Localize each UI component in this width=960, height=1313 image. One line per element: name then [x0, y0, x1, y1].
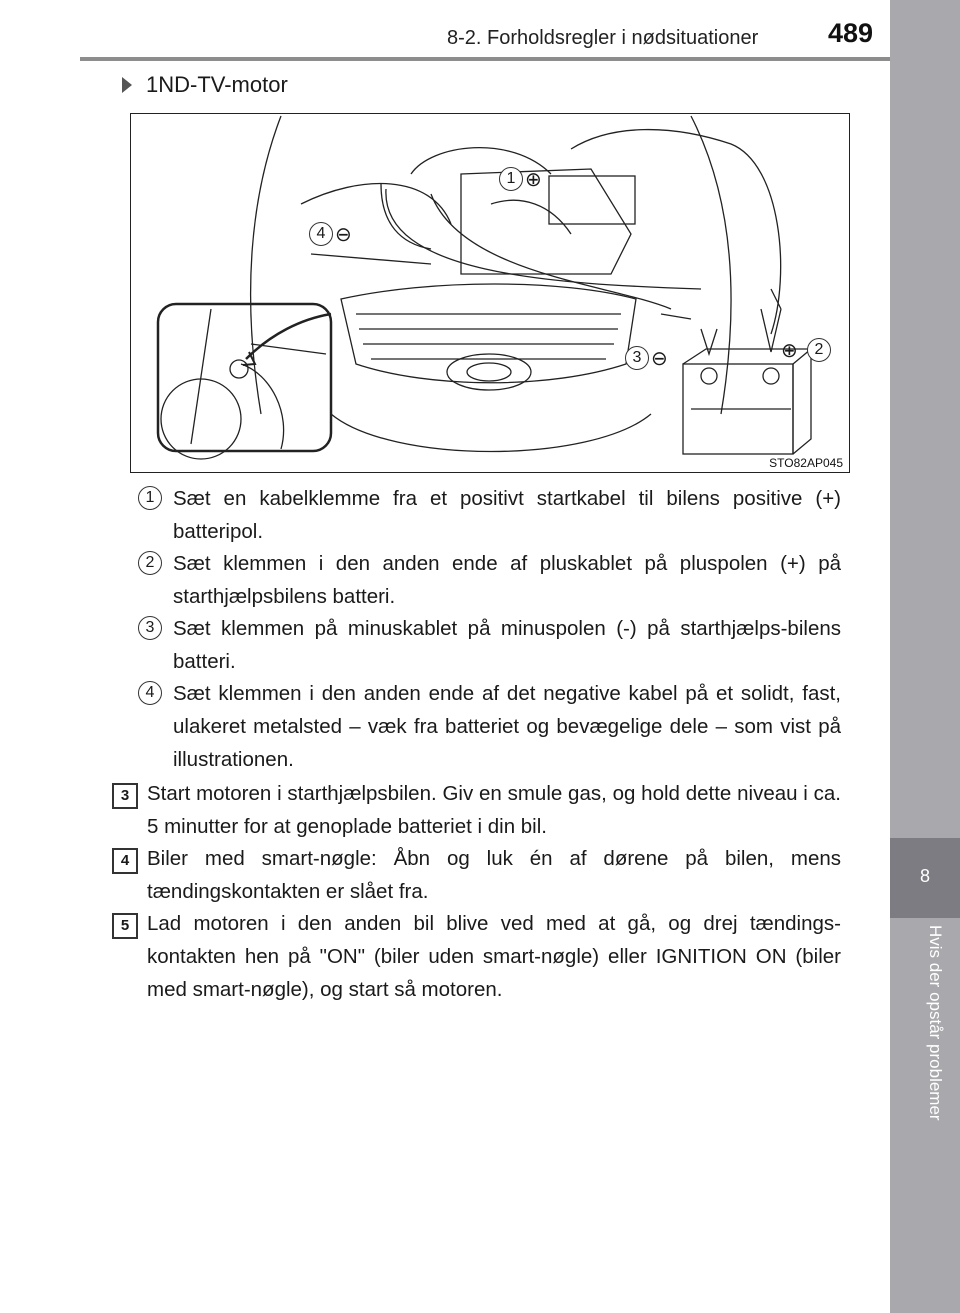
chapter-title: Hvis der opstår problemer: [926, 925, 945, 1121]
step-5-number: 5: [112, 913, 138, 939]
sub-step-3-text: Sæt klemmen på minuskablet på minuspolen (-) på starthjælps-bilens batteri.: [173, 617, 841, 673]
jump-start-illustration: [130, 113, 850, 473]
chapter-number: 8: [919, 866, 930, 886]
sub-step-4-number: 4: [138, 681, 162, 705]
sub-step-1-number: 1: [138, 486, 162, 510]
step-3-text: Start motoren i starthjælpsbilen. Giv en smule gas, og hold dette niveau i ca. 5 minutter for at genoplade batteriet i din bil.: [147, 782, 841, 838]
callout-2-sign: ⊕: [781, 340, 798, 362]
page-number: 489: [828, 18, 874, 48]
sub-step-2-text: Sæt klemmen i den anden ende af pluskablet på pluspolen (+) på starthjælpsbilens batteri.: [173, 552, 841, 608]
section-title: 8-2. Forholdsregler i nødsituationer: [447, 27, 759, 49]
callout-4: 4: [309, 222, 333, 246]
callout-3-sign: ⊖: [651, 348, 668, 370]
sub-step-3-number: 3: [138, 616, 162, 640]
step-4-text: Biler med smart-nøgle: Åbn og luk én af dørene på bilen, mens tændingskontakten er slået fra.: [147, 847, 841, 903]
callout-4-sign: ⊖: [335, 224, 352, 246]
callout-3: 3: [625, 346, 649, 370]
header-rule: [80, 57, 890, 61]
sub-step-1-text: Sæt en kabelklemme fra et positivt startkabel til bilens positive (+) batteripol.: [173, 487, 841, 543]
arrow-right-icon: [122, 77, 132, 93]
page-header: [0, 0, 890, 60]
figure-code: STO82AP045: [769, 456, 843, 470]
step-4-number: 4: [112, 848, 138, 874]
section-heading: [122, 72, 288, 98]
callout-2: 2: [807, 338, 831, 362]
step-5-text: Lad motoren i den anden bil blive ved med at gå, og drej tændings-kontakten hen på "ON" (biler uden smart-nøgle) eller IGNITION ON (biler med smart-nøgle), og start så motoren.: [147, 912, 841, 1001]
engine-bay-drawing: [131, 114, 849, 472]
section-heading-text: 1ND-TV-motor: [146, 72, 288, 97]
sub-step-2-number: 2: [138, 551, 162, 575]
sub-step-4-text: Sæt klemmen i den anden ende af det negative kabel på et solidt, fast, ulakeret metalsted – væk fra batteriet og bevægelige dele – som vist på illustrationen.: [173, 682, 841, 771]
callout-1: 1: [499, 167, 523, 191]
step-3-number: 3: [112, 783, 138, 809]
callout-1-sign: ⊕: [525, 169, 542, 191]
